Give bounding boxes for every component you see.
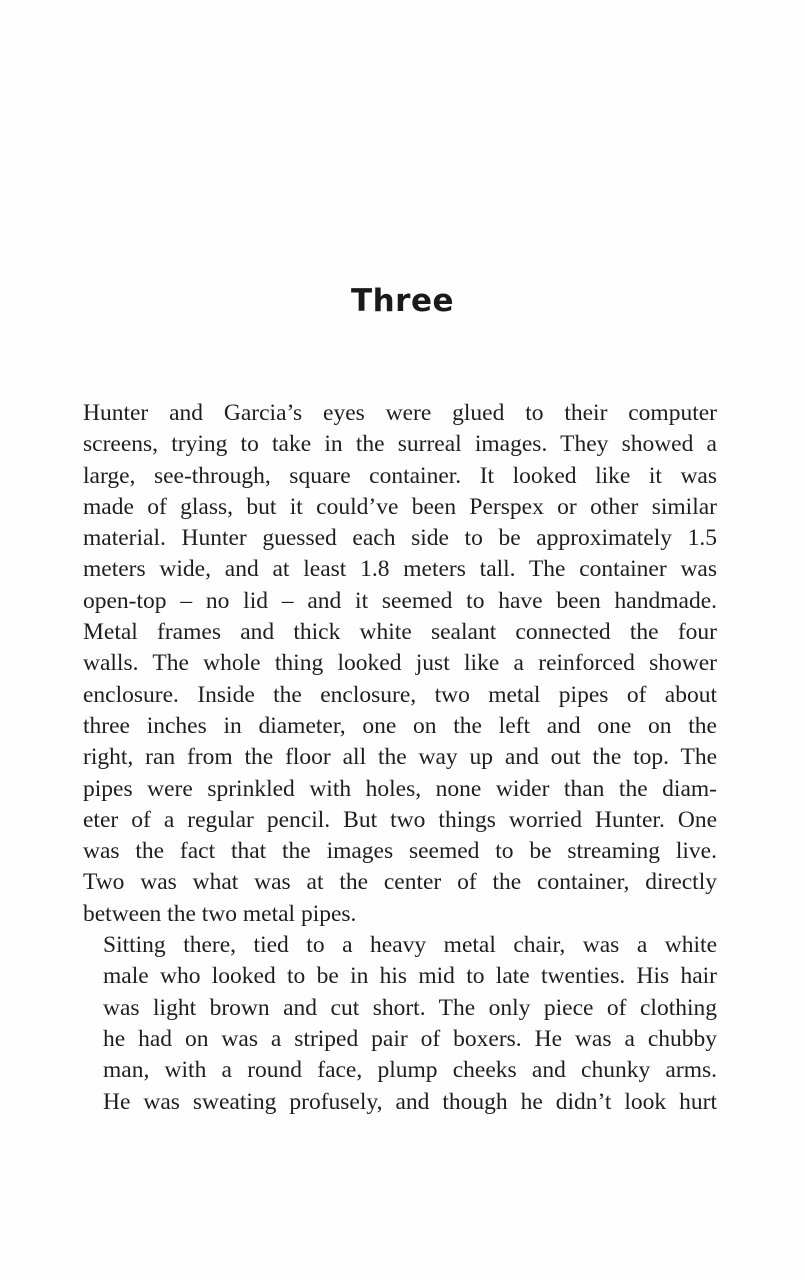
text-line: pipes were sprinkled with holes, none wider than the diam- <box>83 775 717 802</box>
text-line: eter of a regular pencil. But two things worried Hunter. One <box>83 806 717 833</box>
text-line: he had on was a striped pair of boxers. He was a chubby <box>103 1025 717 1052</box>
text-line: made of glass, but it could’ve been Perspex or other similar <box>83 493 717 520</box>
text-line: Sitting there, tied to a heavy metal chair, was a white <box>103 932 717 959</box>
text-line: three inches in diameter, one on the left and one on the <box>83 712 717 739</box>
text-line: between the two metal pipes. <box>83 900 357 927</box>
text-line: male who looked to be in his mid to late twenties. His hair <box>103 963 717 990</box>
text-line: walls. The whole thing looked just like a reinforced shower <box>83 650 717 677</box>
text-line: large, see-through, square container. It looked like it was <box>83 462 717 489</box>
text-line: enclosure. Inside the enclosure, two metal pipes of about <box>83 681 717 708</box>
text-line: right, ran from the floor all the way up and out the top. The <box>83 744 717 771</box>
text-line: material. Hunter guessed each side to be approximately 1.5 <box>83 525 717 552</box>
text-line: Hunter and Garcia’s eyes were glued to their computer <box>83 400 717 426</box>
text-line: Two was what was at the center of the container, directly <box>83 869 717 896</box>
text-line: screens, trying to take in the surreal images. They showed a <box>83 431 717 458</box>
text-line: was the fact that the images seemed to be streaming live. <box>83 838 717 865</box>
text-line: was light brown and cut short. The only piece of clothing <box>103 994 717 1021</box>
text-line: He was sweating profusely, and though he didn’t look hurt <box>103 1088 717 1115</box>
text-line: meters wide, and at least 1.8 meters tall. The container was <box>83 556 717 583</box>
paragraph-1 <box>83 398 717 930</box>
paragraph-2 <box>83 930 717 1118</box>
text-line: man, with a round face, plump cheeks and chunky arms. <box>103 1057 717 1084</box>
chapter-title: Three <box>350 282 455 319</box>
text-line: Metal frames and thick white sealant connected the four <box>83 619 717 646</box>
text-line: open-top – no lid – and it seemed to have been handmade. <box>83 587 717 614</box>
chapter-body <box>83 398 717 1118</box>
